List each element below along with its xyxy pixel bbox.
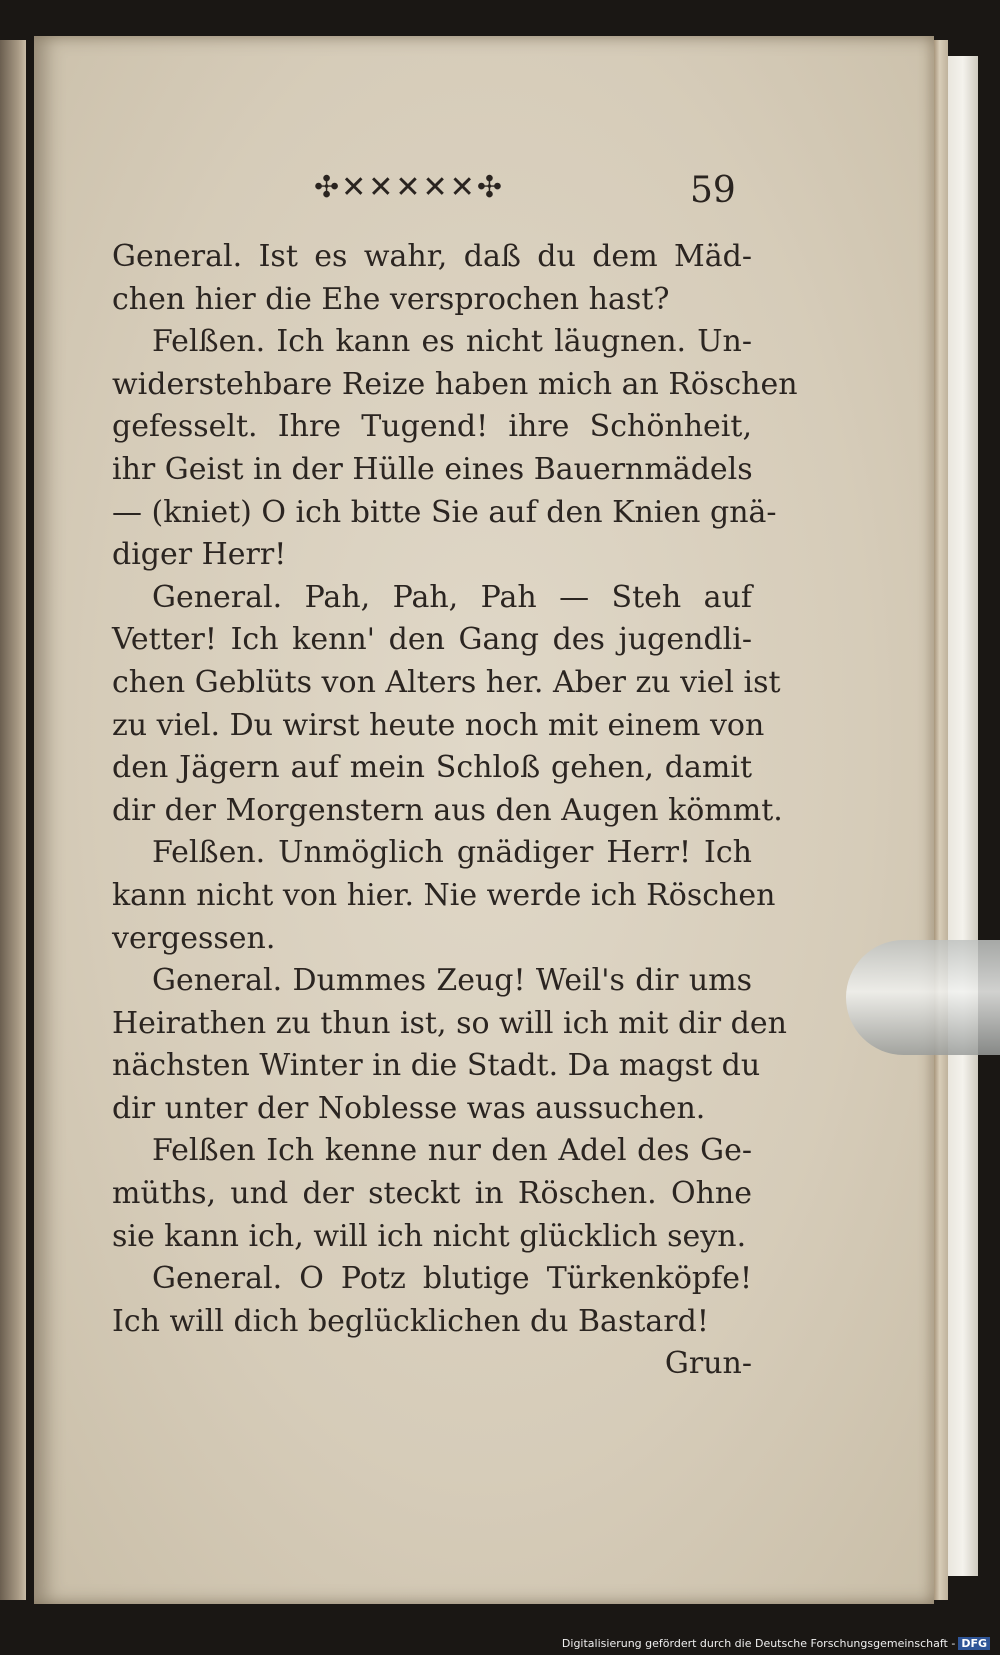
- credit-text: Digitalisierung gefördert durch die Deutsche Forschungsgemeinschaft -: [561, 1637, 956, 1650]
- text-line: zu viel. Du wirst heute noch mit einem von: [112, 707, 765, 743]
- text-line: Felßen. Ich kann es nicht läugnen. Un-: [152, 324, 752, 360]
- text-line: nächsten Winter in die Stadt. Da magst du: [112, 1048, 761, 1084]
- digitization-credit: [562, 1637, 990, 1650]
- book-clip: [846, 940, 1000, 1055]
- text-line: Felßen Ich kenne nur den Adel des Ge-: [152, 1133, 752, 1169]
- text-line: vergessen.: [112, 920, 276, 956]
- text-line: müths, und der steckt in Röschen. Ohne: [112, 1176, 752, 1212]
- text-line: General. Pah, Pah, Pah — Steh auf: [152, 579, 752, 615]
- text-line: gefesselt. Ihre Tugend! ihre Schönheit,: [112, 409, 752, 445]
- page-edge: [934, 40, 948, 1600]
- text-line: — (kniet) O ich bitte Sie auf den Knien gnä-: [112, 494, 777, 530]
- text-line: dir unter der Noblesse was aussuchen.: [112, 1090, 706, 1126]
- text-line: kann nicht von hier. Nie werde ich Röschen: [112, 877, 776, 913]
- text-line: diger Herr!: [112, 537, 287, 573]
- page-stack: [948, 56, 978, 1576]
- text-line: widerstehbare Reize haben mich an Röschen: [112, 366, 798, 402]
- text-line: General. O Potz blutige Türkenköpfe!: [152, 1261, 752, 1297]
- catchword: Grun-: [664, 1346, 752, 1382]
- page-text: [112, 236, 798, 1386]
- header-ornament: ✣✕✕✕✕✕✣: [314, 170, 504, 205]
- text-line: ihr Geist in der Hülle eines Bauernmädels: [112, 451, 753, 487]
- dfg-logo: DFG: [958, 1637, 990, 1650]
- page-number: 59: [690, 170, 736, 211]
- text-line: Vetter! Ich kenn' den Gang des jugendli-: [112, 622, 752, 658]
- text-line: dir der Morgenstern aus den Augen kömmt.: [112, 792, 783, 828]
- text-line: chen Geblüts von Alters her. Aber zu viel ist: [112, 664, 781, 700]
- text-line: Heirathen zu thun ist, so will ich mit dir den: [112, 1005, 787, 1041]
- text-line: sie kann ich, will ich nicht glücklich seyn.: [112, 1218, 747, 1254]
- text-line: Ich will dich beglücklichen du Bastard!: [112, 1303, 709, 1339]
- text-line: General. Ist es wahr, daß du dem Mäd-: [112, 239, 752, 274]
- text-line: chen hier die Ehe versprochen hast?: [112, 281, 670, 317]
- text-line: General. Dummes Zeug! Weil's dir ums: [152, 963, 752, 999]
- facing-page-edge: [0, 40, 26, 1600]
- text-line: den Jägern auf mein Schloß gehen, damit: [112, 750, 752, 786]
- text-line: Felßen. Unmöglich gnädiger Herr! Ich: [152, 835, 752, 871]
